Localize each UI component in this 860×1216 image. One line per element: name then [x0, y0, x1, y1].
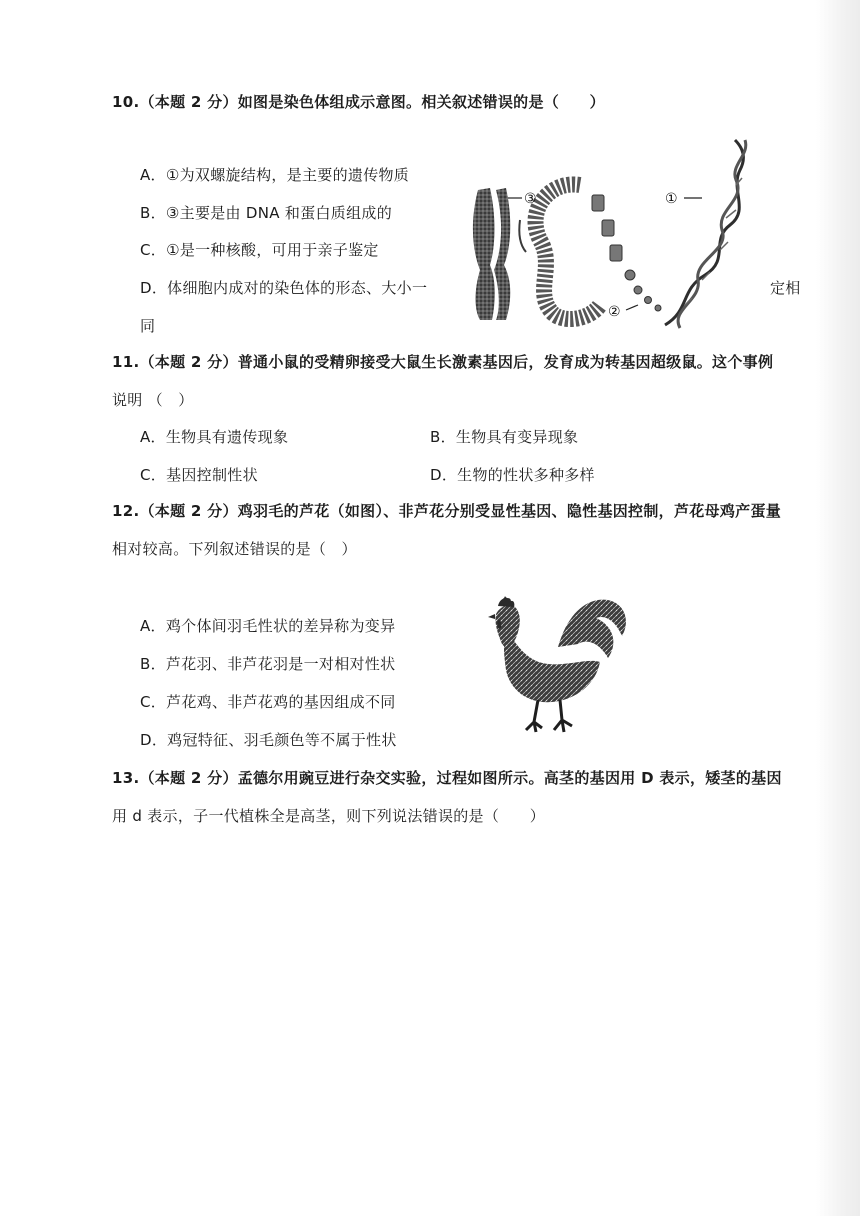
- q10-stem: 10.（本题 2 分）如图是染色体组成示意图。相关叙述错误的是（ ）: [112, 93, 605, 111]
- q11-option-d[interactable]: D．生物的性状多种多样: [430, 466, 595, 484]
- q11-option-c[interactable]: C．基因控制性状: [140, 466, 258, 484]
- q12-option-b[interactable]: B．芦花羽、非芦花羽是一对相对性状: [140, 655, 396, 673]
- chromosome-x: [473, 188, 510, 320]
- q10-option-c[interactable]: C．①是一种核酸，可用于亲子鉴定: [140, 241, 379, 259]
- q11-option-a[interactable]: A．生物具有遗传现象: [140, 428, 289, 446]
- page-edge-shadow: [816, 0, 860, 1216]
- q12-option-a[interactable]: A．鸡个体间羽毛性状的差异称为变异: [140, 617, 396, 635]
- q11-stem-line2: 说明 （ ）: [112, 391, 194, 409]
- q12-option-d[interactable]: D．鸡冠特征、羽毛颜色等不属于性状: [140, 731, 397, 749]
- q10-option-d-wrap: 同: [140, 317, 156, 335]
- chromosome-figure: [440, 140, 760, 340]
- q10-option-a[interactable]: A．①为双螺旋结构，是主要的遗传物质: [140, 166, 410, 184]
- q10-option-b[interactable]: B．③主要是由 DNA 和蛋白质组成的: [140, 204, 393, 222]
- rooster-figure: [488, 592, 634, 734]
- dna-double-helix: [665, 140, 746, 328]
- q10-option-d-tail: 定相: [770, 279, 801, 297]
- q13-stem-line2: 用 d 表示，子一代植株全是高茎，则下列说法错误的是（ ）: [112, 807, 546, 825]
- q11-stem-line1: 11.（本题 2 分）普通小鼠的受精卵接受大鼠生长激素基因后，发育成为转基因超级鼠。这个事例: [112, 353, 774, 371]
- q13-stem-line1: 13.（本题 2 分）孟德尔用豌豆进行杂交实验，过程如图所示。高茎的基因用 D 表示，矮茎的基因: [112, 769, 782, 787]
- q11-option-b[interactable]: B．生物具有变异现象: [430, 428, 579, 446]
- figure-label-3: ③: [524, 191, 537, 207]
- q12-option-c[interactable]: C．芦花鸡、非芦花鸡的基因组成不同: [140, 693, 396, 711]
- figure-label-2: ②: [608, 304, 621, 320]
- q12-stem-line1: 12.（本题 2 分）鸡羽毛的芦花（如图）、非芦花分别受显性基因、隐性基因控制，芦花母鸡产蛋量: [112, 502, 782, 520]
- nucleosome-beads: [592, 195, 661, 311]
- q10-option-d[interactable]: D．体细胞内成对的染色体的形态、大小一: [140, 279, 428, 297]
- q12-stem-line2: 相对较高。下列叙述错误的是（ ）: [112, 540, 357, 558]
- figure-label-1: ①: [665, 191, 678, 207]
